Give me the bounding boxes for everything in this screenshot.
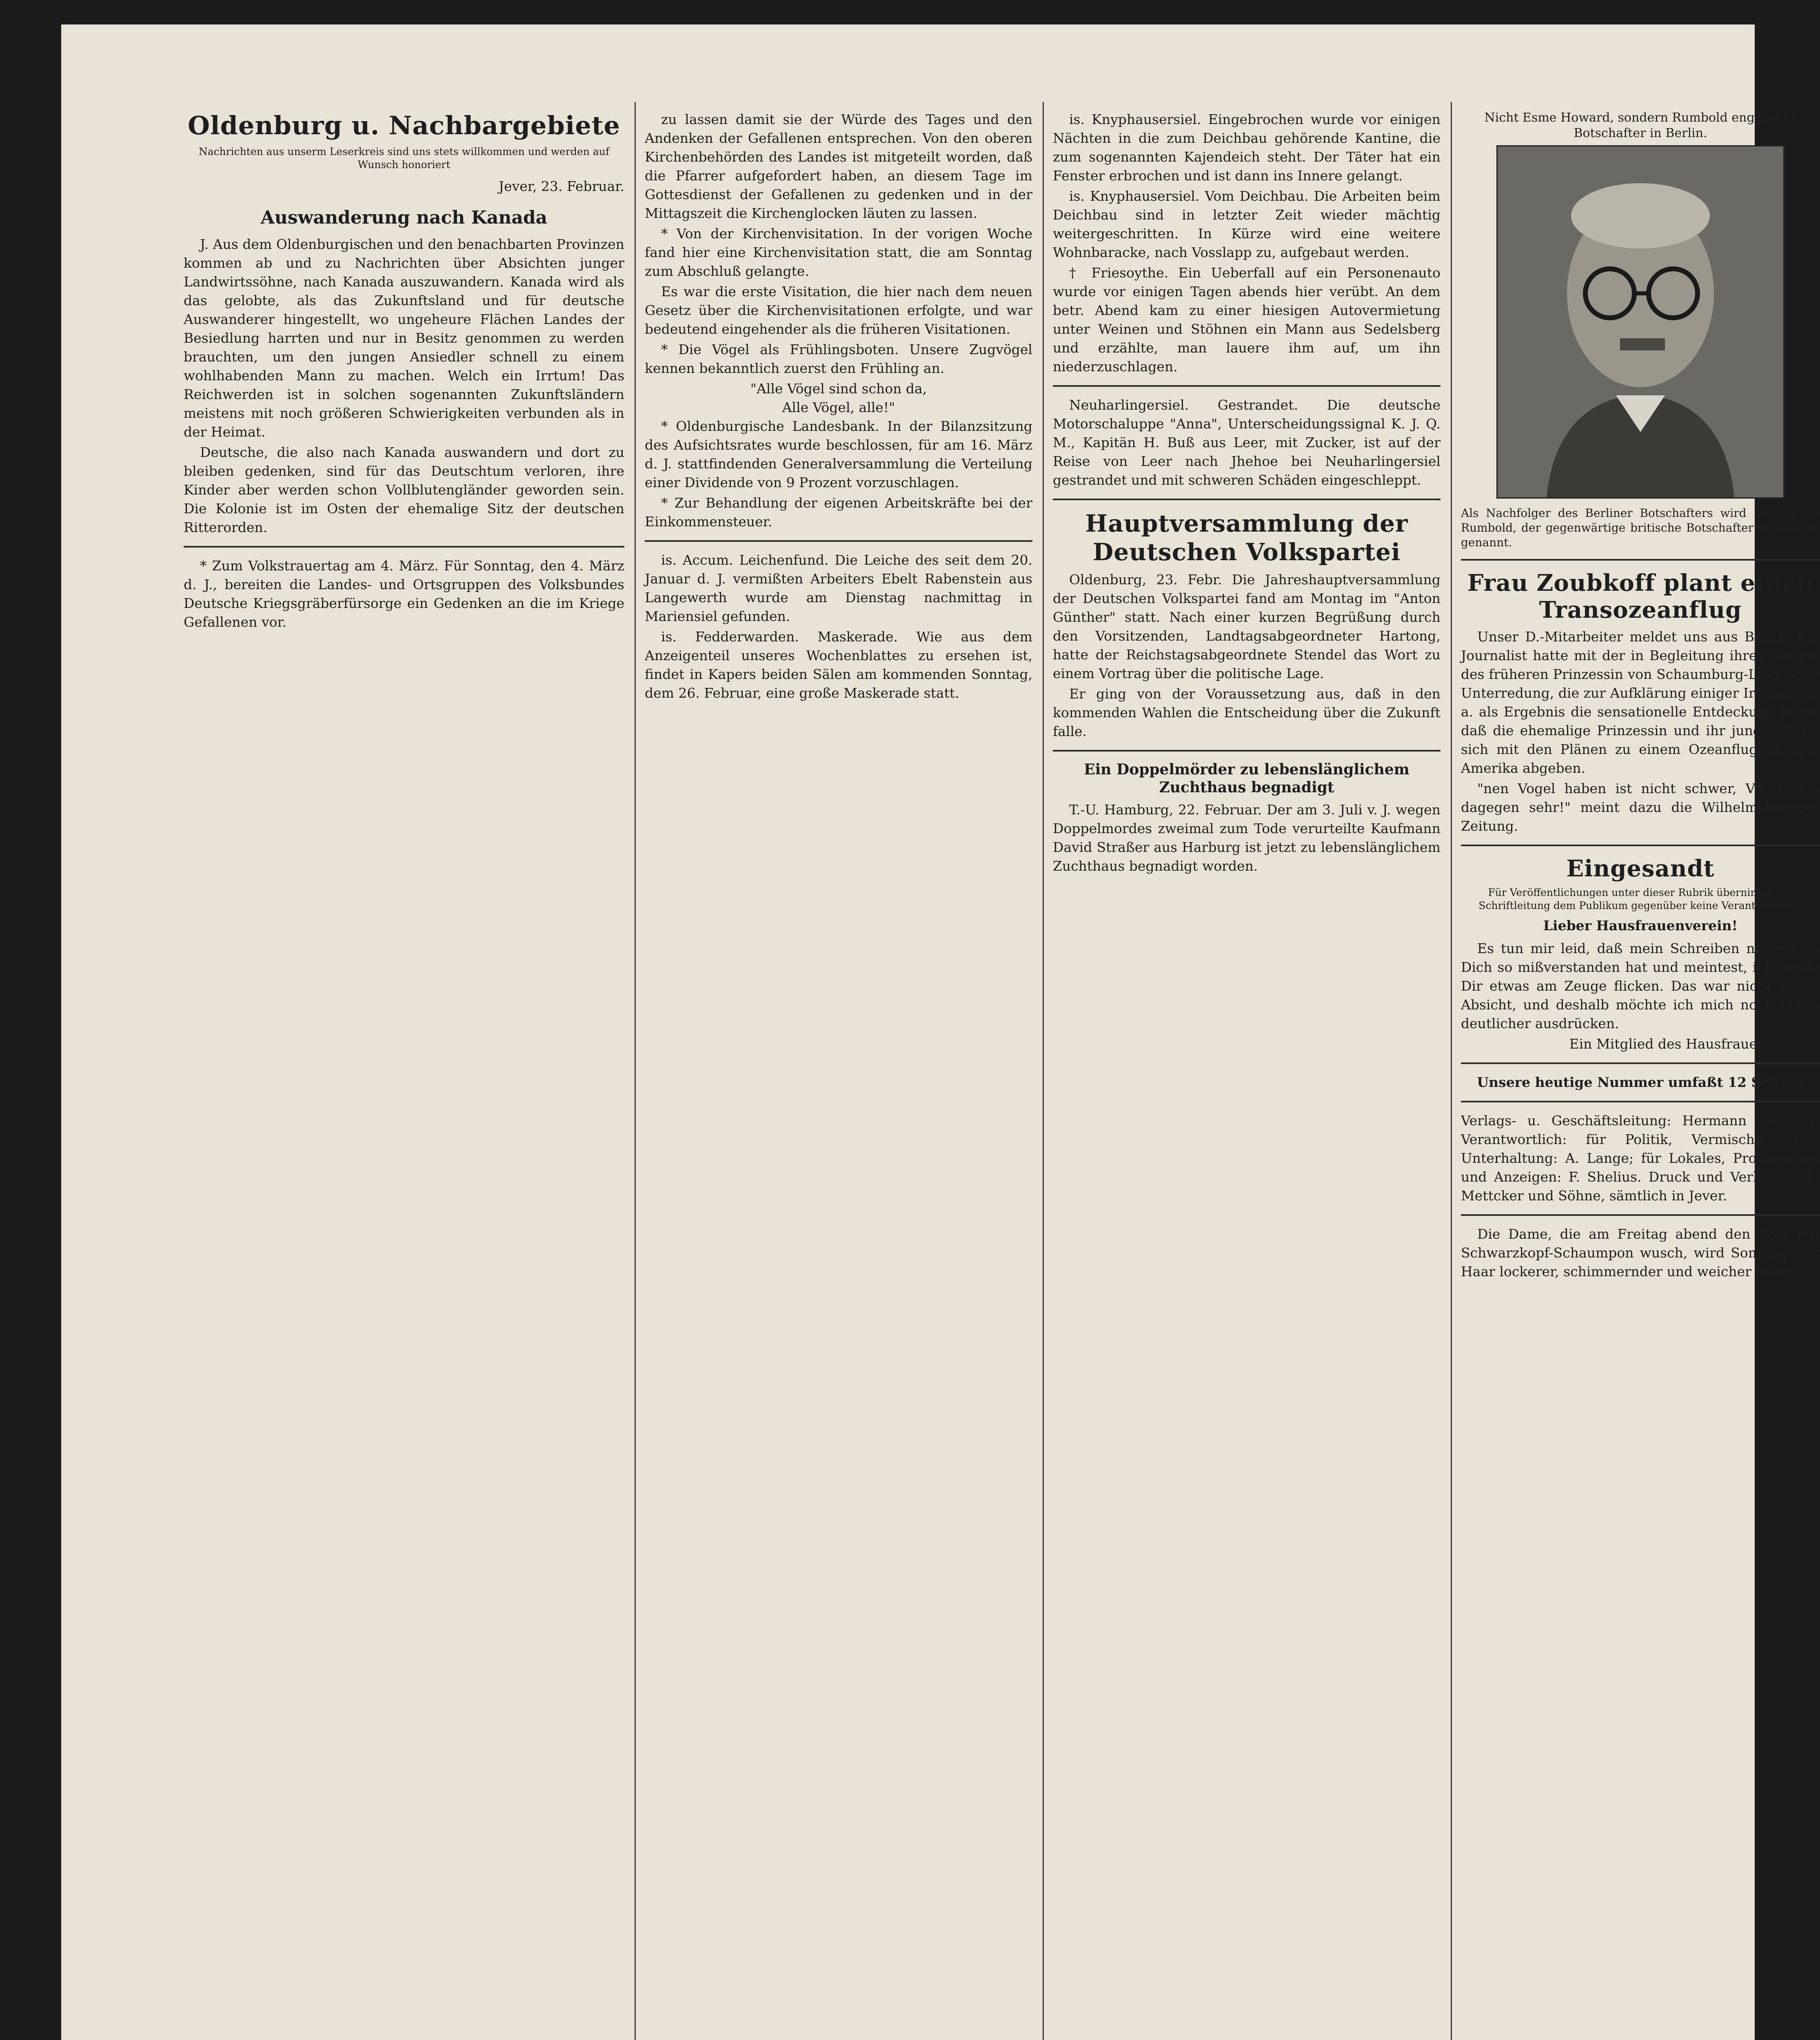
imprint: Verlags- u. Geschäftsleitung: Hermann Böttcher. Verantwortlich: für Politik, Vermischtes und Unterhaltung: A. Lange; für Lokales, Provinzielles und Anzeigen: F. Shelius. Druck und Verlag: C. L. Mettcker und Söhne, sämtlich in Jever. [1461, 1113, 1820, 1204]
column-rule [635, 102, 636, 2040]
column-2 [645, 110, 1032, 2040]
divider [1461, 845, 1820, 846]
article-paragraph: zu lassen damit sie der Würde des Tages und den Andenken der Gefallenen entsprechen. Von den oberen Kirchenbehörden des Landes ist mitgeteilt worden, daß die Pfarrer aufgefordert haben, an diesem Tage im Gottesdienst der Gefallenen zu gedenken und in der Mittagszeit die Kirchenglocken läuten zu lassen. [645, 111, 1032, 221]
portrait-icon [1498, 146, 1783, 497]
news-item: † Friesoythe. Ein Ueberfall auf ein Personenauto wurde vor einigen Tagen abends hier verübt. An dem betr. Abend kam zu einer hiesigen Autovermietung unter Weinen und Stöhnen ein Mann aus Sedelsberg und erzählte, man lauere ihm auf, um ihn niederzuschlagen. [1053, 265, 1440, 375]
letter-signature: Ein Mitglied des Hausfrauenvereins. [1569, 1036, 1820, 1052]
article-title: Ein Doppelmörder zu lebenslänglichem Zuchthaus begnadigt [1084, 761, 1409, 796]
column-rule [1451, 102, 1452, 2040]
article-paragraph: Oldenburg, 23. Febr. Die Jahreshauptversammlung der Deutschen Volkspartei fand am Montag im "Anton Günther" statt. Nach einer kurzen Begrüßung durch den Vorsitzenden, Landtagsabgeordneter Hartong, hatte der Reichstagsabgeordnete Stendel das Wort zu einem Vortrag über die politische Lage. [1053, 572, 1440, 681]
article-title: Hauptversammlung der Deutschen Volkspartei [1085, 510, 1408, 566]
news-item: is. Knyphausersiel. Vom Deichbau. Die Arbeiten beim Deichbau sind in letzter Zeit wieder mächtig weitergeschritten. In Kürze wird eine weitere Wohnbaracke, nach Vosslapp zu, aufgebaut werden. [1053, 188, 1440, 260]
article-paragraph: Unser D.-Mitarbeiter meldet uns aus Berlin: Ein Journalist hatte mit der in Begleitung ihres Gatten, des früheren Prinzessin von Schaumburg-Lippe eine Unterredung, die zur Aufklärung einiger Irrtümer u. a. als Ergebnis die sensationelle Entdeckung hatte, daß die ehemalige Prinzessin und ihr junger Gatte sich mit den Plänen zu einem Ozeanflug Europa-Amerika abgeben. [1461, 629, 1820, 776]
article-paragraph: J. Aus dem Oldenburgischen und den benachbarten Provinzen kommen ab und zu Nachrichten über Absichten junger Landwirtssöhne, nach Kanada auszuwandern. Kanada wird als das gelobte, als das Zukunftsland und für deutsche Auswanderer hingestellt, wo ungeheure Flächen Landes der Besiedlung harrten und nur in Besitz genommen zu werden brauchten, um den jungen Ansiedler schnell zu einem wohlhabenden Mann zu machen. Welch ein Irrtum! Das Reichwerden ist in solchen sogenannten Zukunftsländern meistens mit noch größeren Schwierigkeiten verbunden als in der Heimat. [184, 236, 624, 440]
photo-caption-top: Nicht Esme Howard, sondern Rumbold englischer Botschafter in Berlin. [1484, 111, 1797, 140]
news-item: is. Knyphausersiel. Eingebrochen wurde vor einigen Nächten in die zum Deichbau gehörende Kantine, die zum sogenannten Kajendeich steht. Der Täter hat ein Fenster erbrochen und ist dann ins Innere gelangt. [1053, 111, 1440, 184]
divider [1461, 559, 1820, 561]
disclaimer: Für Veröffentlichungen unter dieser Rubrik übernimmt die Schriftleitung dem Publikum gegenüber keine Verantwortung. [1478, 887, 1802, 911]
notice-paragraph: * Zum Volkstrauertag am 4. März. Für Sonntag, den 4. März d. J., bereiten die Landes- und Ortsgruppen des Volksbundes Deutsche Kriegsgräberfürsorge ein Gedenken an die im Kriege Gefallenen vor. [184, 558, 624, 630]
article-paragraph: Es war die erste Visitation, die hier nach dem neuen Gesetz über die Kirchenvisitationen erfolgte, und war bedeutend eingehender als die früheren Visitationen. [645, 284, 1032, 337]
news-item: * Oldenburgische Landesbank. In der Bilanzsitzung des Aufsichtsrates wurde beschlossen, für am 16. März d. J. stattfindenden Generalversammlung die Verteilung einer Dividende von 9 Prozent vorzuschlagen. [645, 418, 1032, 490]
article-title: Frau Zoubkoff plant einen Transozeanflug [1467, 570, 1814, 623]
article-paragraph: "nen Vogel haben ist nicht schwer, Vogel sein dagegen sehr!" meint dazu die Wilhelmshavener Zeitung. [1461, 781, 1820, 834]
news-item: * Von der Kirchenvisitation. In der vorigen Woche fand hier eine Kirchenvisitation statt, die am Sonntag zum Abschluß gelangte. [645, 226, 1032, 279]
divider [645, 540, 1032, 542]
verse-line: Alle Vögel, alle!" [782, 399, 895, 415]
column-rule [1043, 102, 1044, 2040]
divider [184, 546, 624, 548]
divider [1053, 385, 1440, 387]
article-paragraph: Deutsche, die also nach Kanada auswandern und dort zu bleiben gedenken, sind für das Deutschtum verloren, ihre Kinder aber werden schon Vollblutengländer geworden sein. Die Kolonie ist im Osten der ehemalige Sitz der deutschen Ritterorden. [184, 444, 624, 535]
column-3 [1053, 110, 1440, 2040]
photo-caption-bottom: Als Nachfolger des Berliner Botschafters wird Sir Horace Rumbold, der gegenwärtige britische Botschafter in Madrid, genannt. [1461, 506, 1820, 549]
newspaper-page [61, 24, 1820, 2040]
divider [1461, 1062, 1820, 1064]
section-headline: Oldenburg u. Nachbargebiete [188, 111, 620, 140]
section-note: Nachrichten aus unserm Leserkreis sind uns stets willkommen und werden auf Wunsch honoriert [198, 146, 610, 171]
article-title: Auswanderung nach Kanada [260, 207, 548, 228]
page-count-note: Unsere heutige Nummer umfaßt 12 Seiten. [1477, 1074, 1804, 1090]
news-item: Neuharlingersiel. Gestrandet. Die deutsche Motorschaluppe "Anna", Unterscheidungssignal K. J. Q. M., Kapitän H. Buß aus Leer, mit Zucker, ist auf der Reise von Leer nach Jhehoe bei Neuharlingersiel gestrandet und mit schweren Schäden eingeschleppt. [1053, 397, 1440, 488]
dateline: Jever, 23. Februar. [498, 178, 624, 194]
divider [1461, 1214, 1820, 1216]
divider [1053, 499, 1440, 500]
news-item: * Die Vögel als Frühlingsboten. Unsere Zugvögel kennen bekanntlich zuerst den Frühling an. [645, 341, 1032, 376]
article-paragraph: T.-U. Hamburg, 22. Februar. Der am 3. Juli v. J. wegen Doppelmordes zweimal zum Tode verurteilte Kaufmann David Straßer aus Harburg ist jetzt zu lebenslänglichem Zuchthaus begnadigt worden. [1053, 802, 1440, 874]
news-item: is. Accum. Leichenfund. Die Leiche des seit dem 20. Januar d. J. vermißten Arbeiters Ebelt Rabenstein aus Langewerth wurde am Dienstag nachmittag in Mariensiel gefunden. [645, 552, 1032, 624]
letter-salutation: Lieber Hausfrauenverein! [1543, 918, 1738, 934]
classified-ad: Die Dame, die am Freitag abend den Kopf mit Schwarzkopf-Schaumpon wusch, wird Sonntags ihr Haar lockerer, schimmernder und weicher haben. [1461, 1226, 1820, 1279]
article-paragraph: Er ging von der Voraussetzung aus, daß in den kommenden Wahlen die Entscheidung über die Zukunft falle. [1053, 686, 1440, 739]
divider [1053, 750, 1440, 752]
news-item: * Zur Behandlung der eigenen Arbeitskräfte bei der Einkommensteuer. [645, 495, 1032, 530]
portrait-photo [1496, 145, 1784, 499]
letter-paragraph: Es tun mir leid, daß mein Schreiben neulich an Dich so mißverstanden hat und meintest, ich wollte Dir etwas am Zeuge flicken. Das war nicht meine Absicht, und deshalb möchte ich mich noch etwas deutlicher ausdrücken. [1461, 940, 1820, 1031]
divider [1461, 1101, 1820, 1102]
column-1 [184, 110, 624, 2040]
verse-line: "Alle Vögel sind schon da, [750, 381, 927, 397]
column-4 [1461, 110, 1820, 2040]
section-title: Eingesandt [1566, 855, 1715, 882]
news-item: is. Fedderwarden. Maskerade. Wie aus dem Anzeigenteil unseres Wochenblattes zu ersehen ist, findet in Kapers beiden Sälen am kommenden Sonntag, dem 26. Februar, eine große Maskerade statt. [645, 629, 1032, 701]
